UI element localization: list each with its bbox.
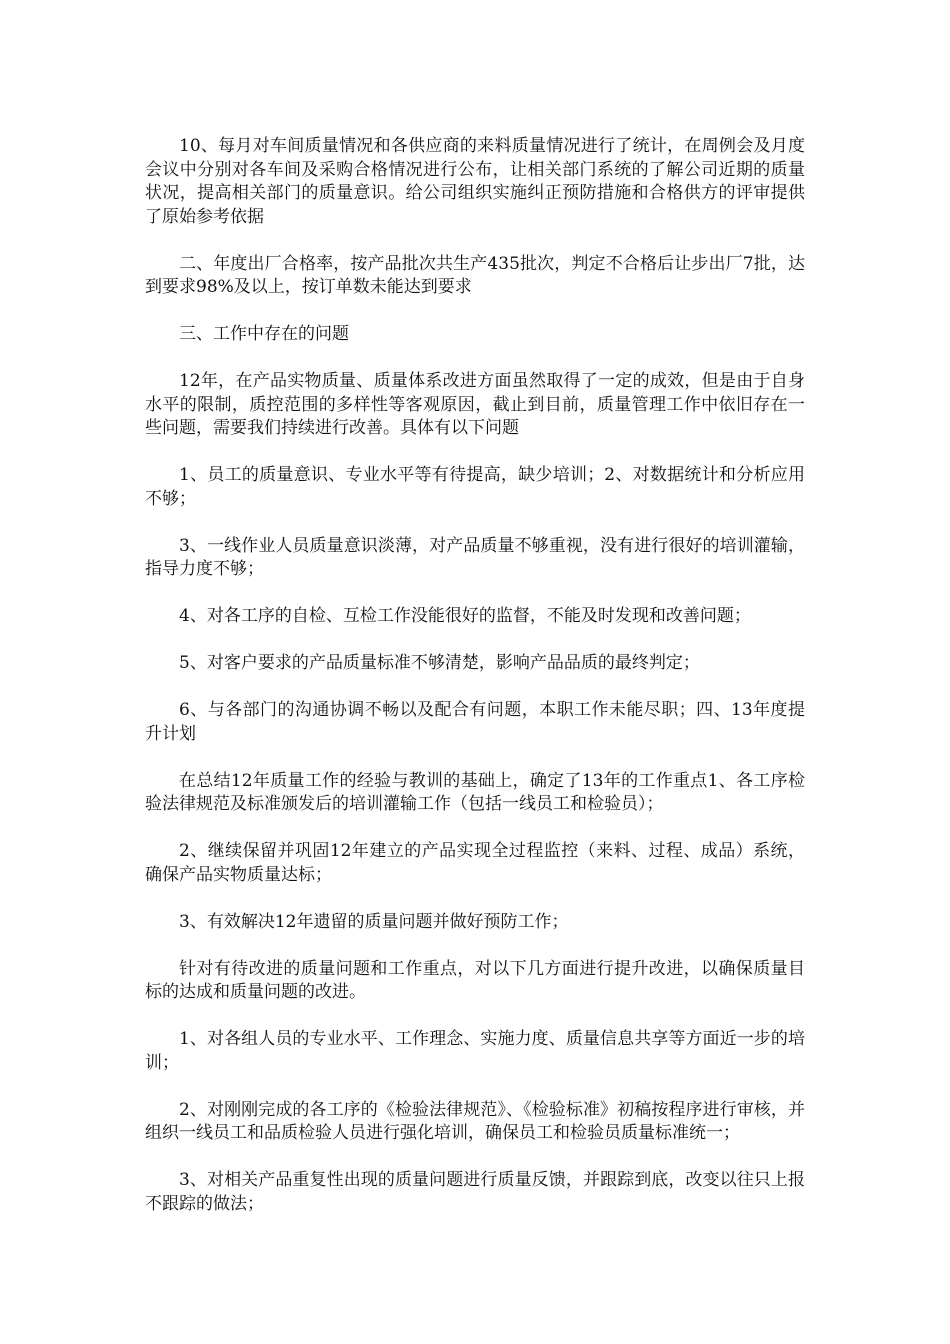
section-heading-problems: 三、工作中存在的问题 bbox=[179, 324, 349, 344]
paragraph-1: 10、每月对车间质量情况和各供应商的来料质量情况进行了统计，在周例会及月度会议中分别对各车间及采购合格情况进行公布，让相关部门系统的了解公司近期的质量状况，提高相关部门的质量意识。给公司组织实施纠正预防措施和合格供方的评审提供了原始参考依据 bbox=[145, 136, 805, 227]
document-body bbox=[145, 135, 805, 1240]
paragraph-11: 2、继续保留并巩固12年建立的产品实现全过程监控（来料、过程、成品）系统，确保产品实物质量达标； bbox=[145, 841, 805, 885]
paragraph-4: 12年，在产品实物质量、质量体系改进方面虽然取得了一定的成效，但是由于自身水平的限制，质控范围的多样性等客观原因，截止到目前，质量管理工作中依旧存在一些问题，需要我们持续进行改善。具体有以下问题 bbox=[145, 371, 805, 438]
paragraph-13: 针对有待改进的质量问题和工作重点，对以下几方面进行提升改进，以确保质量目标的达成和质量问题的改进。 bbox=[145, 958, 805, 1002]
paragraph-8: 5、对客户要求的产品质量标准不够清楚，影响产品品质的最终判定； bbox=[179, 653, 700, 673]
paragraph-12: 3、有效解决12年遗留的质量问题并做好预防工作； bbox=[179, 911, 569, 932]
paragraph-2: 二、年度出厂合格率，按产品批次共生产435批次，判定不合格后让步出厂7批，达到要求98%及以上，按订单数未能达到要求 bbox=[145, 253, 805, 297]
paragraph-5: 1、员工的质量意识、专业水平等有待提高，缺少培训；2、对数据统计和分析应用不够； bbox=[145, 465, 805, 509]
paragraph-14: 1、对各组人员的专业水平、工作理念、实施力度、质量信息共享等方面近一步的培训； bbox=[145, 1029, 805, 1073]
paragraph-10: 在总结12年质量工作的经验与教训的基础上，确定了13年的工作重点1、各工序检验法律规范及标准颁发后的培训灌输工作（包括一线员工和检验员）； bbox=[145, 770, 805, 814]
paragraph-9: 6、与各部门的沟通协调不畅以及配合有问题，本职工作未能尽职；四、13年度提升计划 bbox=[145, 700, 805, 744]
paragraph-7: 4、对各工序的自检、互检工作没能很好的监督，不能及时发现和改善问题； bbox=[179, 606, 751, 626]
paragraph-6: 3、一线作业人员质量意识淡薄，对产品质量不够重视，没有进行很好的培训灌输，指导力度不够； bbox=[145, 535, 805, 579]
paragraph-16: 3、对相关产品重复性出现的质量问题进行质量反馈，并跟踪到底，改变以往只上报不跟踪的做法； bbox=[145, 1170, 805, 1214]
paragraph-15: 2、对刚刚完成的各工序的《检验法律规范》、《检验标准》初稿按程序进行审核，并组织一线员工和品质检验人员进行强化培训，确保员工和检验员质量标准统一； bbox=[145, 1099, 805, 1143]
